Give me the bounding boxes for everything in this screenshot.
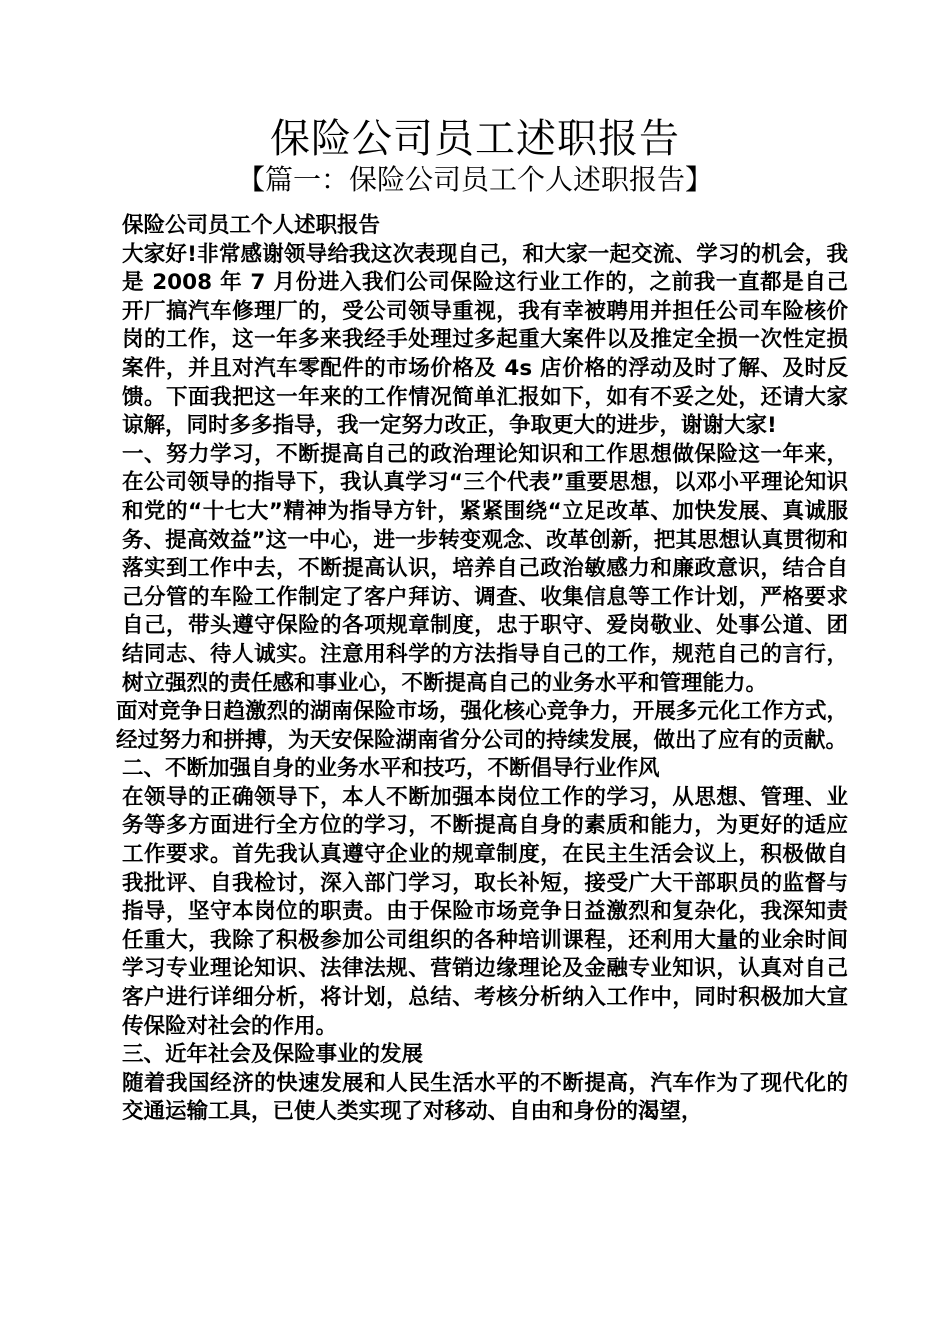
paragraph-section-1: 一、努力学习，不断提高自己的政治理论知识和工作思想做保险这一年来，在公司领导的指导下，我认真学习“三个代表”重要思想，以邓小平理论知识和党的“十七大”精神为指导方针，紧紧围绕“立足改革、加快发展、真诚服务、提高效益”这一中心，进一步转变观念、改革创新，把其思想认真贯彻和落实到工作中去，不断提高认识，培养自己政治敏感力和廉政意识，结合自己分管的车险工作制定了客户拜访、调查、收集信息等工作计划，严格要求自己，带头遵守保险的各项规章制度，忠于职守、爱岗敬业、处事公道、团结同志、待人诚实。注意用科学的方法指导自己的工作，规范自己的言行，树立强烈的责任感和事业心，不断提高自己的业务水平和管理能力。	[122, 441, 848, 696]
document-subtitle: 【篇一：保险公司员工个人述职报告】	[236, 163, 713, 196]
section-heading-3: 三、近年社会及保险事业的发展	[122, 1042, 424, 1068]
paragraph-market: 面对竞争日趋激烈的湖南保险市场，强化核心竞争力，开展多元化工作方式，经过努力和拼搏，为天安保险湖南省分公司的持续发展，做出了应有的贡献。	[116, 699, 848, 753]
document-body	[116, 212, 848, 1127]
section-heading-report: 保险公司员工个人述职报告	[122, 213, 381, 238]
section-heading-2: 二、不断加强自身的业务水平和技巧，不断倡导行业作风	[122, 756, 660, 782]
paragraph-section-3: 随着我国经济的快速发展和人民生活水平的不断提高，汽车作为了现代化的交通运输工具，已使人类实现了对移动、自由和身份的渴望，	[122, 1070, 848, 1125]
paragraph-section-2: 在领导的正确领导下，本人不断加强本岗位工作的学习，从思想、管理、业务等多方面进行全方位的学习，不断提高自身的素质和能力，为更好的适应工作要求。首先我认真遵守企业的规章制度，在民主生活会议上，积极做自我批评、自我检讨，深入部门学习，取长补短，接受广大干部职员的监督与指导，坚守本岗位的职责。由于保险市场竞争日益激烈和复杂化，我深知责任重大，我除了积极参加公司组织的各种培训课程，还利用大量的业余时间学习专业理论知识、法律法规、营销边缘理论及金融专业知识，认真对自己客户进行详细分析，将计划，总结、考核分析纳入工作中，同时积极加大宣传保险对社会的作用。	[122, 784, 848, 1039]
paragraph-greeting: 大家好!非常感谢领导给我这次表现自己，和大家一起交流、学习的机会，我是 2008 年 7 月份进入我们公司保险这行业工作的，之前我一直都是自己开厂搞汽车修理厂的，受公司领导重视，我有幸被聘用并担任公司车险核价岗的工作，这一年多来我经手处理过多起重大案件以及推定全损一次性定损案件，并且对汽车零配件的市场价格及 4s 店价格的浮动及时了解、及时反馈。下面我把这一年来的工作情况简单汇报如下，如有不妥之处，还请大家谅解，同时多多指导，我一定努力改正，争取更大的进步，谢谢大家!	[122, 241, 848, 439]
document-title: 保险公司员工述职报告	[270, 116, 680, 162]
